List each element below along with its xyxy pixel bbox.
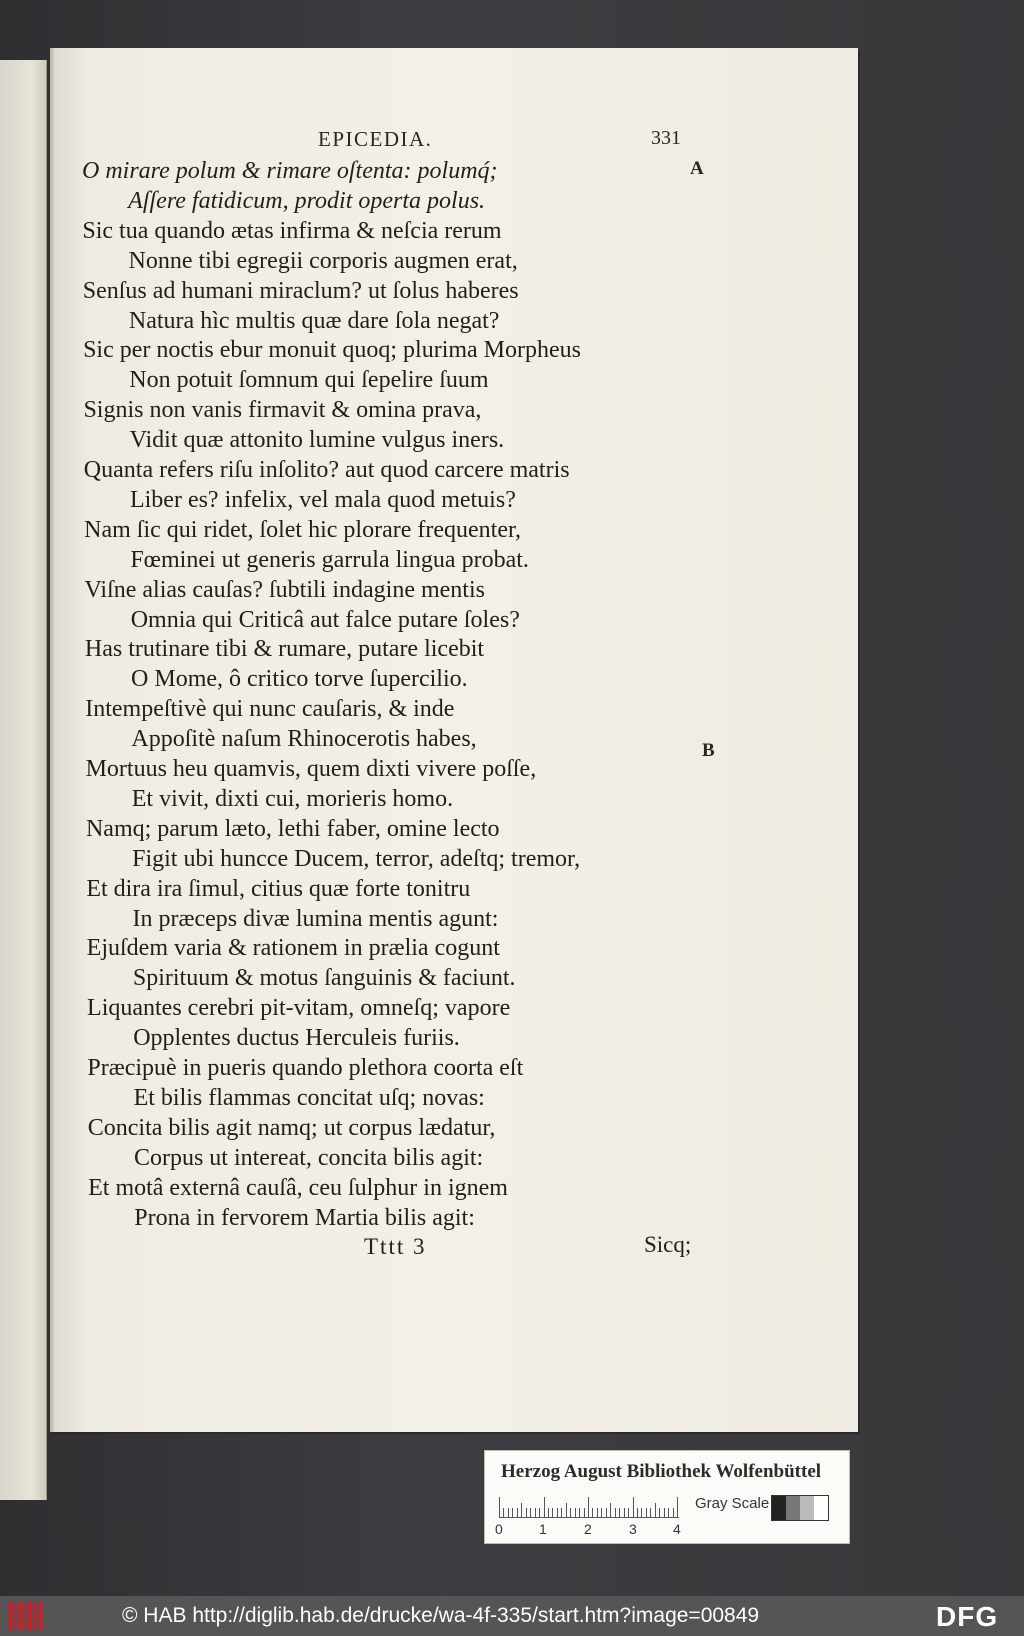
running-title: EPICEDIA. [318, 127, 433, 151]
ruler-number: 1 [539, 1521, 547, 1537]
verse-line: Intempeſtivè qui nunc cauſaris, & inde [85, 696, 455, 723]
measurement-ruler [499, 1495, 679, 1518]
verse-line: Quanta refers riſu inſolito? aut quod carcere matris [83, 457, 570, 483]
ruler-tick [566, 1503, 567, 1517]
ruler-tick [521, 1503, 522, 1517]
ruler-tick [646, 1508, 647, 1517]
ruler-tick [526, 1508, 527, 1517]
verse-line: Præcipuè in pueris quando plethora coorta eſt [87, 1055, 524, 1081]
ruler-tick [584, 1508, 585, 1517]
verse-line: Nonne tibi egregii corporis augmen erat, [128, 247, 518, 274]
verse-line: Has trutinare tibi & rumare, putare licebit [84, 636, 485, 663]
previous-page-edge [0, 60, 47, 1500]
ruler-tick [659, 1508, 660, 1517]
verse-line: Non potuit ſomnum qui ſepelire ſuum [129, 367, 489, 394]
verse-line: Vidit quæ attonito lumine vulgus iners. [129, 427, 505, 454]
ruler-tick [633, 1497, 634, 1517]
verse-line: Sic tua quando ætas infirma & neſcia rerum [82, 217, 502, 244]
verse-line: Et dira ira ſimul, citius quæ forte tonitru [86, 875, 471, 902]
verse-line: Liber es? infelix, vel mala quod metuis? [129, 486, 516, 513]
ruler-tick [673, 1508, 674, 1517]
ruler-tick [664, 1508, 665, 1517]
ruler-tick [530, 1508, 531, 1517]
verse-line: Natura hìc multis quæ dare ſola negat? [128, 307, 500, 334]
hab-barcode-icon [8, 1602, 44, 1630]
verse-line: Et vivit, dixti cui, morieris homo. [131, 785, 454, 812]
ruler-tick [655, 1503, 656, 1517]
verse-line: Appoſitè naſum Rhinocerotis habes, [131, 726, 477, 753]
ruler-number: 4 [673, 1521, 681, 1537]
ruler-tick [575, 1508, 576, 1517]
ruler-tick [601, 1508, 602, 1517]
ruler-number: 3 [629, 1521, 637, 1537]
verse-line: Corpus ut intereat, concita bilis agit: [133, 1144, 484, 1171]
verse-line: Prona in fervorem Martia bilis agit: [134, 1204, 475, 1231]
verse-line: O mirare polum & rimare oſtenta: polumq́; [82, 158, 498, 184]
verse-line: Namq; parum læto, lethi faber, omine lecto [85, 815, 500, 842]
verse-line: Viſne alias cauſas? ſubtili indagine mentis [84, 576, 485, 603]
ruler-tick [499, 1497, 500, 1517]
gray-scale-label: Gray Scale [695, 1495, 770, 1512]
ruler-tick [637, 1508, 638, 1517]
ruler-tick [650, 1508, 651, 1517]
ruler-tick [512, 1508, 513, 1517]
verse-line: Fœminei ut generis garrula lingua probat. [130, 546, 529, 573]
ruler-tick [535, 1508, 536, 1517]
verse-line: Nam ſic qui ridet, ſolet hic plorare frequenter, [84, 516, 522, 543]
ruler-number: 2 [584, 1521, 592, 1537]
ruler-tick [615, 1508, 616, 1517]
ruler-tick [579, 1508, 580, 1517]
verse-line: In præceps divæ lumina mentis agunt: [132, 905, 499, 932]
ruler-tick [557, 1508, 558, 1517]
verse-line: Omnia qui Criticâ aut falce putare ſoles? [130, 606, 520, 633]
ruler-tick [503, 1508, 504, 1517]
catchword: Sicq; [644, 1232, 692, 1257]
library-name: Herzog August Bibliothek Wolfenbüttel [501, 1461, 822, 1482]
verse-line: Liquantes cerebri pit-vitam, omneſq; vapore [87, 995, 511, 1022]
verse-line: Aſſere fatidicum, prodit operta polus. [128, 187, 486, 214]
ruler-tick [624, 1508, 625, 1517]
ruler-tick [544, 1497, 545, 1517]
verse-line: Signis non vanis firmavit & omina prava, [83, 397, 482, 424]
ruler-tick [606, 1508, 607, 1517]
margin-mark-b: B [702, 740, 715, 761]
ruler-tick [641, 1508, 642, 1517]
verse-line: Sic per noctis ebur monuit quoq; plurima Morpheus [83, 337, 582, 364]
verse-line: Spirituum & motus ſanguinis & faciunt. [132, 965, 516, 992]
page-number: 331 [651, 127, 681, 149]
ruler-tick [508, 1508, 509, 1517]
verse-line: Concita bilis agit namq; ut corpus lædatur, [87, 1114, 496, 1141]
ruler-tick [619, 1508, 620, 1517]
verse-line: Figit ubi huncce Ducem, terror, adeſtq; tremor, [132, 845, 581, 872]
footer-bar [0, 1596, 1024, 1636]
ruler-tick [668, 1508, 669, 1517]
page-gutter [50, 48, 56, 1432]
ruler-numbers [495, 1521, 695, 1537]
ruler-tick [517, 1508, 518, 1517]
ruler-tick [570, 1508, 571, 1517]
ruler-tick [610, 1503, 611, 1517]
verse-line: Mortuus heu quamvis, quem dixti vivere poſſe, [85, 756, 537, 782]
ruler-tick [548, 1508, 549, 1517]
ruler-tick [561, 1508, 562, 1517]
verse-line: Ejuſdem varia & rationem in prælia cogunt [86, 935, 500, 962]
ruler-tick [597, 1508, 598, 1517]
verse-line: Et motâ externâ cauſâ, ceu ſulphur in ignem [88, 1174, 508, 1201]
library-color-card [484, 1450, 850, 1544]
ruler-tick [588, 1497, 589, 1517]
verse-line: Et bilis flammas concitat uſq; novas: [133, 1084, 485, 1111]
ruler-tick [628, 1508, 629, 1517]
gray-scale-swatch [771, 1495, 829, 1521]
ruler-tick [677, 1497, 678, 1517]
dfg-logo: DFG [936, 1601, 999, 1632]
ruler-number: 0 [495, 1521, 503, 1537]
margin-mark-a: A [690, 158, 704, 179]
footer-url[interactable]: © HAB http://diglib.hab.de/drucke/wa-4f-335/start.htm?image=00849 [122, 1604, 760, 1627]
verse-line: Senſus ad humani miraclum? ut ſolus haberes [82, 277, 519, 304]
signature-mark: Tttt 3 [364, 1234, 427, 1259]
ruler-tick [552, 1508, 553, 1517]
verse-line: Opplentes ductus Herculeis furiis. [133, 1025, 460, 1052]
ruler-tick [539, 1508, 540, 1517]
verse-line: O Mome, ô critico torve ſupercilio. [131, 666, 468, 693]
ruler-tick [592, 1508, 593, 1517]
